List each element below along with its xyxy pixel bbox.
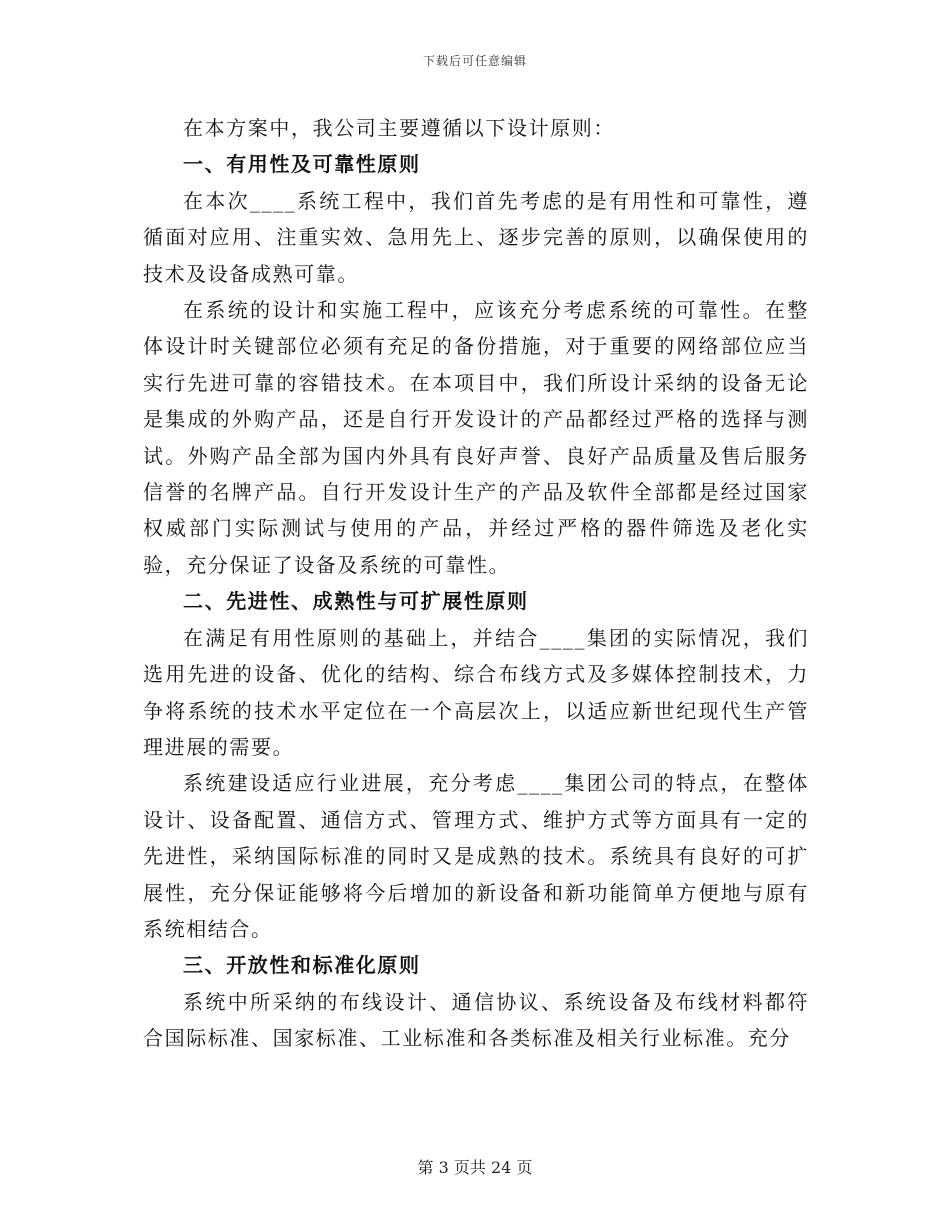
section-1-paragraph-2: 在系统的设计和实施工程中，应该充分考虑系统的可靠性。在整体设计时关键部位必须有充足的备份措施，对于重要的网络部位应当实行先进可靠的容错技术。在本项目中，我们所设计采纳的设备无论是集成的外购产品，还是自行开发设计的产品都经过严格的选择与测试。外购产品全部为国内外具有良好声誉、良好产品质量及售后服务信誉的名牌产品。自行开发设计生产的产品及软件全部都是经过国家权威部门实际测试与使用的产品，并经过严格的器件筛选及老化实验，充分保证了设备及系统的可靠性。 [143, 298, 809, 577]
section-3-heading: 三、开放性和标准化原则 [183, 953, 421, 978]
section-1-paragraph-1: 在本次____系统工程中，我们首先考虑的是有用性和可靠性，遵循面对应用、注重实效、急用先上、逐步完善的原则，以确保使用的技术及设备成熟可靠。 [143, 188, 809, 286]
section-3-paragraph-1: 系统中所采纳的布线设计、通信协议、系统设备及布线材料都符合国际标准、国家标准、工业标准和各类标准及相关行业标准。充分 [143, 989, 809, 1051]
page-header: 下载后可任意编辑 [422, 54, 527, 68]
section-2-paragraph-1: 在满足有用性原则的基础上，并结合____集团的实际情况，我们选用先进的设备、优化的结构、综合布线方式及多媒体控制技术，力争将系统的技术水平定位在一个高层次上，以适应新世纪现代生产管理进展的需要。 [143, 625, 809, 759]
document-body [143, 110, 809, 1057]
section-1-heading: 一、有用性及可靠性原则 [183, 152, 421, 177]
section-2-heading: 二、先进性、成熟性与可扩展性原则 [183, 589, 529, 614]
intro-paragraph: 在本方案中，我公司主要遵循以下设计原则： [183, 116, 615, 140]
section-2-paragraph-2: 系统建设适应行业进展，充分考虑____集团公司的特点，在整体设计、设备配置、通信方式、管理方式、维护方式等方面具有一定的先进性，采纳国际标准的同时又是成熟的技术。系统具有良好的可扩展性，充分保证能够将今后增加的新设备和新功能简单方便地与原有系统相结合。 [143, 771, 809, 941]
page-number: 第 3 页共 24 页 [417, 1158, 533, 1177]
